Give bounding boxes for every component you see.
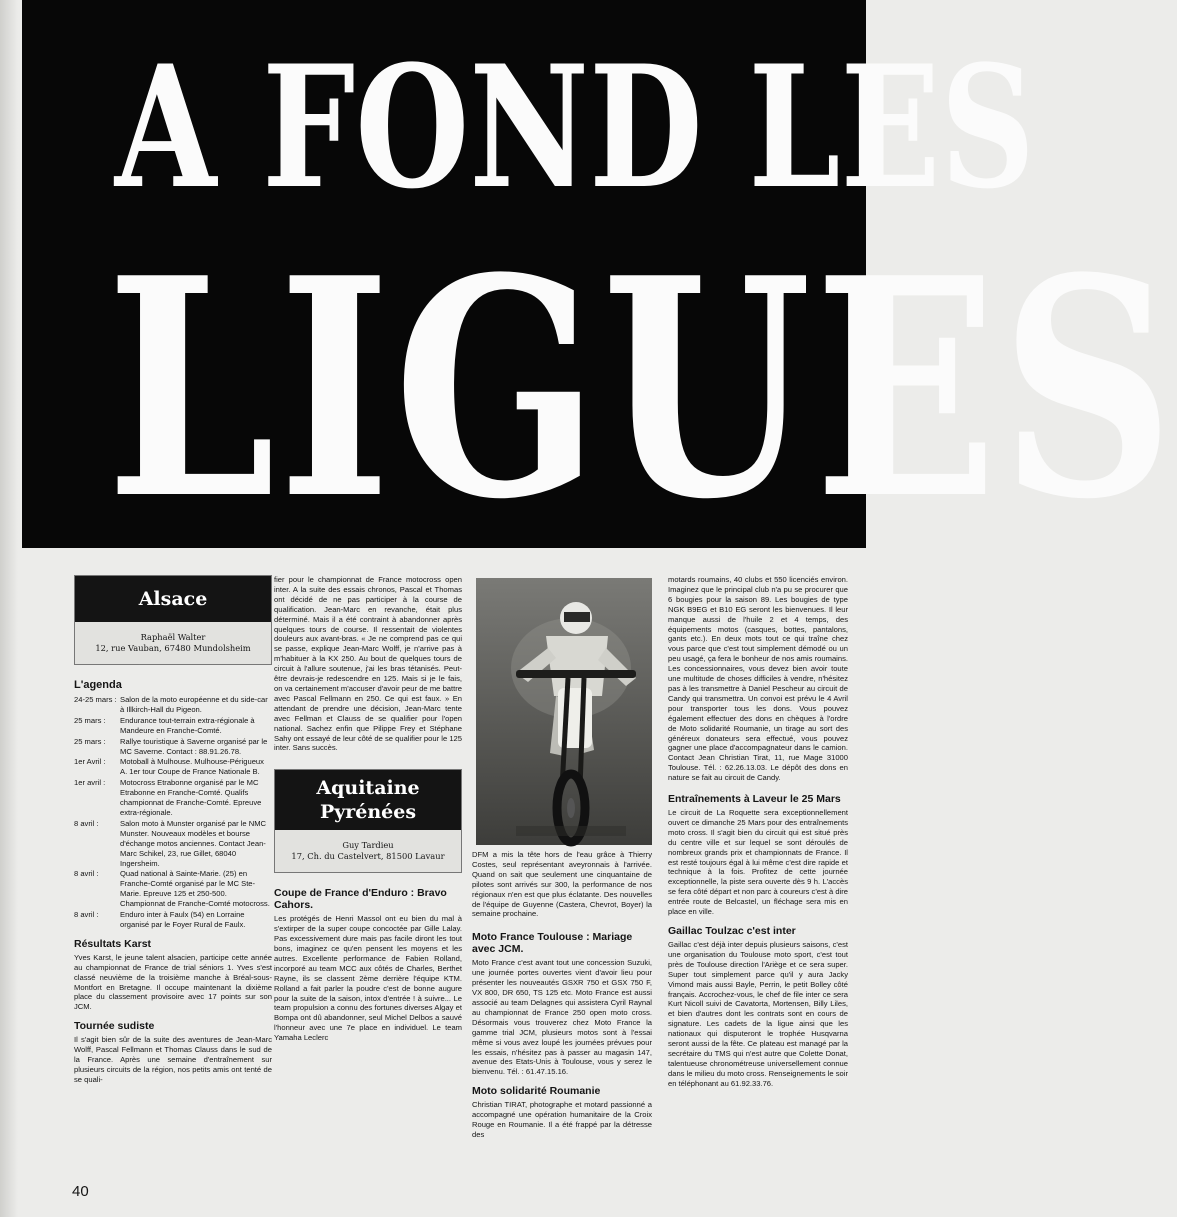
aquitaine-contact-name: Guy Tardieu [342, 840, 394, 851]
aquitaine-contact-address: 17, Ch. du Castelvert, 81500 Lavaur [291, 851, 445, 862]
agenda-heading: L'agenda [74, 679, 122, 691]
agenda-item [74, 757, 272, 777]
agenda-item [74, 910, 272, 930]
rider-jersey [546, 636, 608, 696]
roumanie-text: Christian TIRAT, photographe et motard passionné a accompagné une opération humanitaire de la Croix Rouge en Roumanie. Il a été frappé par la détresse des [472, 1100, 652, 1139]
column-4 [668, 575, 848, 1091]
column-2 [274, 575, 462, 1045]
agenda-text: Salon de la moto européenne et du side-car à Illkirch-Hall du Pigeon. [120, 695, 268, 714]
title-banner [22, 0, 1177, 565]
karst-heading: Résultats Karst [74, 937, 152, 950]
col4-text: motards roumains, 40 clubs et 550 licenciés environ. Imaginez que le principal club n'a pu se procurer que 6 bougies pour la saison 89. Les bougies de type NGK B9EG et B10 EG seront les bienvenues. Il leur manque aussi de l'huile 2 et 4 temps, des équipements motos (casques, bottes, pantalons, gants etc.). En deux mots tout ce qui traîne chez vous parce que c'est tout simplement démodé ou un peu usagé, ça fera le bonheur de nos amis roumains. Les concessionnaires, vous devez bien avoir toute une multitude de choses difficiles à vendre, n'hésitez pas à les transmettre à Daniel Pescheur au circuit de Candy qui transmettra. Un convoi est prévu le 4 Avril pour transporter tous les dons. Vous pouvez également effectuer des dons en chèques à l'ordre de Moto solidarité Roumanie, un tirage au sort des généreux donateurs sera effectué, vous pouvez gagner une place d'accompagnateur dans le camion. Contact Jean Christian Tirat, 11, rue Mage 31000 Toulouse. Tél. : 62.26.13.03. Le dépôt des dons en nature se fait au circuit de Candy. [668, 575, 848, 783]
aquitaine-box [274, 769, 462, 873]
agenda-date: 25 mars : [74, 736, 106, 746]
agenda-date: 1er Avril : [74, 757, 106, 767]
col2-text: fier pour le championnat de France motocross open inter. A la suite des essais chronos, Pascal et Thomas ont décidé de ne pas participer à la course de qualification. Jean-Marc en revanche, était plus déterminé. Mais il a été contraint à abandonner après quelques tours de course. Il ressentait de violentes douleurs aux avant-bras. « Je ne comprend pas ce qui se passe, explique Jean-Marc Wolff, je n'arrive pas à m'habituer à la KX 250. Au bout de quelques tours de circuit à l'allure soutenue, j'ai les bras tétanisés. Peut-être devrais-je redescendre en 125. Mais si je le fais, on va certainement m'accuser d'avoir peur de me battre avec Pascal Fellmann en 250. Ce qui est faux. » En attendant de prendre une décision, Jean-Marc tente avec Fellman et Clauss de se qualifier pour l'open national. Sachez enfin que Pilippe Frey et Stéphane Sahy ont essayé de leur côté de se qualifier pour le 125 inter. Sans succès. [274, 575, 462, 753]
aquitaine-title-line-2: Pyrénées [319, 801, 417, 824]
aquitaine-title-line-1: Aquitaine [316, 777, 420, 800]
agenda-text: Endurance tout-terrain extra-régionale à Mandeure en Franche-Comté. [120, 715, 255, 735]
agenda-text: Rallye touristique à Saverne organisé par le MC Saverne. Contact : 88.91.26.78. [120, 736, 268, 756]
motocross-photo [476, 578, 652, 845]
agenda-item [74, 737, 272, 757]
agenda-text: Motoball à Mulhouse. Mulhouse-Périgueux A. 1er tour Coupe de France Nationale B. [120, 757, 264, 777]
agenda-date: 8 avril : [74, 818, 99, 828]
agenda-text: Enduro inter à Faulx (54) en Lorraine organisé par le Foyer Rural de Faulx. [120, 910, 246, 929]
enduro-text: Les protégés de Henri Massol ont eu bien du mal à s'extirper de la super coupe concoctée par Gille Lalay. Pas excessivement dure mais pas facile diront les tout bons, imaginez ce qu'en pensent les moyens et les autres. Excellente performance de Fabien Rolland, incorporé au team MCC aux côtés de Charles, Berthet Rayne, ils se classent 2ème derrière l'équipe KTM. Rolland a fait parler la poudre c'est de bonne augure pour la suite de la saison, intox d'entrée ! à suivre... Le team propulsion a connu des fortunes diverses Algay et Bompa ont dû abandonner, seul Michel Delbos a sauvé l'honneur avec une 7e place en individuel. Le team Yamaha Leclerc [274, 914, 462, 1043]
agenda-date: 8 avril : [74, 910, 99, 920]
agenda-list [74, 695, 272, 930]
laveur-heading: Entraînements à Laveur le 25 Mars [668, 793, 841, 806]
agenda-text: Quad national à Sainte-Marie. (25) en Franche-Comté organisé par le MC Ste-Marie. Epreuve 125 et 250-500. Championnat de Franche-Comté motocross. [120, 869, 270, 909]
alsace-title: Alsace [75, 576, 271, 622]
column-3 [472, 850, 652, 1142]
agenda-item [74, 869, 272, 909]
title-line-1: A FOND LES [114, 28, 1036, 226]
alsace-contact-name: Raphaël Walter [140, 632, 206, 642]
enduro-heading: Coupe de France d'Enduro : Bravo Cahors. [274, 887, 447, 912]
agenda-text: Salon moto à Munster organisé par le NMC Munster. Nouveaux modèles et bourse d'échange motos anciennes. Contact Jean-Marc Schikel, 23, rue Gillet, 68040 Ingersheim. [120, 818, 267, 868]
agenda-date: 1er avril : [74, 778, 106, 788]
karst-text: Yves Karst, le jeune talent alsacien, participe cette année au championnat de France de trial séniors 1. Yves s'est classé neuvième de la troisième manche à Bréal-sous-Montfort en Bretagne. Il occupe maintenant la dixième place du classement provisoire avec 17 points sur son JCM. [74, 952, 272, 1012]
column-1 [74, 575, 272, 1087]
agenda-date: 25 mars : [74, 715, 106, 725]
aquitaine-title [275, 770, 461, 830]
agenda-date: 24-25 mars : [74, 695, 117, 704]
agenda-text: Motocross Etrabonne organisé par le MC Etrabonne en Franche-Comté. Qualifs championnat de Franche-Comté. Epreuve extra-régionale. [120, 778, 262, 817]
tournee-text: Il s'agit bien sûr de la suite des aventures de Jean-Marc Wolff, Pascal Fellmann et Thomas Clauss dans le sud de la France. Après une semaine d'entraînement sur plusieurs circuits de la région, nos petits amis ont tenté de se quali- [74, 1035, 272, 1084]
agenda-date: 8 avril : [74, 869, 99, 879]
agenda-item [74, 778, 272, 818]
alsace-box [74, 575, 272, 665]
handlebar [516, 670, 636, 678]
title-line-2: LIGUES [106, 212, 1177, 565]
agenda-item [74, 716, 272, 736]
gaillac-heading: Gaillac Toulzac c'est inter [668, 925, 796, 937]
toulouse-heading: Moto France Toulouse : Mariage avec JCM. [472, 931, 633, 956]
roumanie-heading: Moto solidarité Roumanie [472, 1085, 601, 1098]
gaillac-text: Gaillac c'est déjà inter depuis plusieurs saisons, c'est une organisation du Toulouse moto sport, c'est tout près de Toulouse direction l'Ariège et ce sera super. Super tout simplement parce qu'il y aura Jacky Vimond mais aussi Bayle, Perrin, le petit Bolley côté français. Accrochez-vous, le chef de file inter ce sera Kurt Nicoll suivi de Cavatorta, Mortensen, Billy Liles, et bien d'autres dont les contrats sont en cours de signature. Les cadets de la ligue ainsi que les nationaux qui disputeront le trophée Husqvarna seront aussi de la fête. Ce plateau est managé par la secrétaire du TMS qui n'est autre que Colette Donat, talentueuse chronométreuse universellement connue dans le milieu du moto cross. Renseignements le soir en téléphonant au 61.92.33.76. [668, 940, 848, 1088]
tournee-heading: Tournée sudiste [74, 1020, 155, 1033]
toulouse-text: Moto France c'est avant tout une concession Suzuki, une journée portes ouvertes vient d'avoir lieu pour présenter les nouveautés GSXR 750 et GSX 750 F, VX 800, DR 650, TS 125 etc. Moto France est aussi associé au team Delagnes qui assistera Cyril Raynal au championnat de France 250 open moto cross. Désormais vous trouverez chez Moto France la gamme trial JCM, plusieurs motos sont à l'essai même si vous avez loupé les journées prévues pour les essais, n'hésitez pas à passer au magasin 147, avenue des Etats-Unis à Toulouse, vous y serez le bienvenu. Tél. : 61.47.15.16. [472, 958, 652, 1077]
agenda-item [74, 695, 272, 715]
page-binding-shadow [0, 0, 18, 1217]
aquitaine-contact [275, 830, 461, 872]
alsace-contact-address: 12, rue Vauban, 67480 Mundolsheim [95, 643, 251, 653]
motocross-rider-illustration [476, 578, 652, 845]
col3-text: DFM a mis la tête hors de l'eau grâce à Thierry Costes, seul représentant aveyronnais à l'arrivée. Quand on sait que seulement une cinquantaine de pilotes sont arrivés sur 300, la performance de nos régionaux n'en est que plus éclatante. Des nouvelles de l'équipe de Guyenne (Castera, Chevrot, Boyer) la semaine prochaine. [472, 850, 652, 919]
agenda-item [74, 819, 272, 869]
page-number: 40 [72, 1183, 89, 1200]
laveur-text: Le circuit de La Roquette sera exceptionnellement ouvert ce dimanche 25 Mars pour des entraînements moto cross. Il s'agit bien du circuit qui est situé près du centre ville et sur lequel se sont déroulés de nombreux grands prix et championnats de France. Il est resté toujours égal à lui même c'est dire rapide et technique à la fois. Profitez de cette journée exceptionnelle, la piste sera ouverte dès 9 h. L'accès se fera côté départ et non parc à coureurs c'est à dire entrée route de Belcastel, un fléchage sera mis en place en ville. [668, 808, 849, 917]
alsace-contact [75, 622, 271, 664]
